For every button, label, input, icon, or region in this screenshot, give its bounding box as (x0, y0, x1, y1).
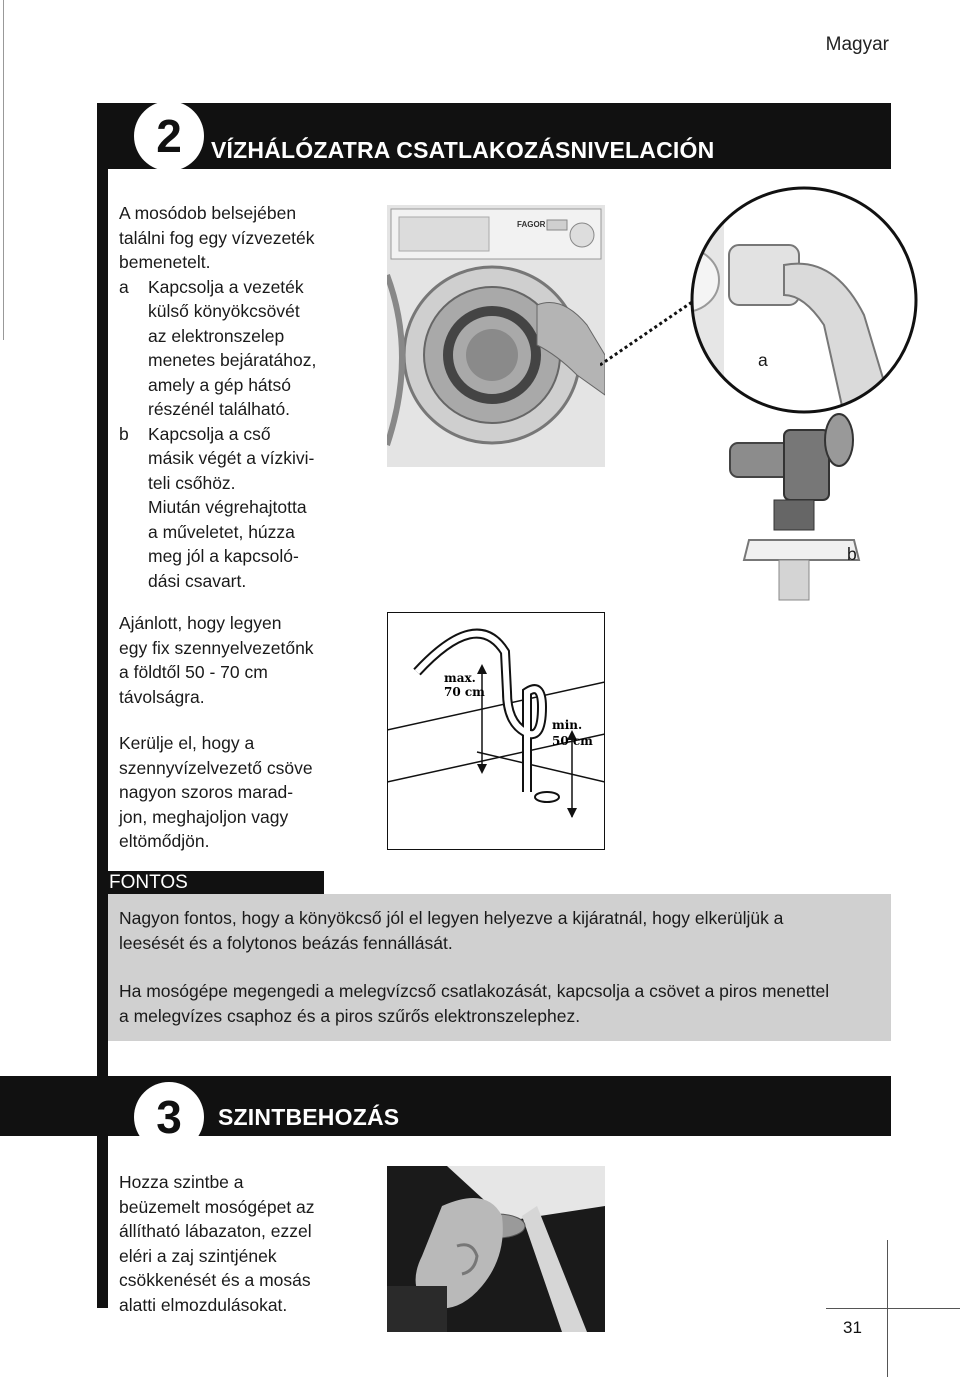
fontos-p2-line: Ha mosógépe megengedi a melegvízcső csatlakozását, kapcsolja a csövet a piros menettel (119, 981, 830, 1001)
section3-line: csökkenését és a mosás (119, 1270, 311, 1290)
step-a (119, 275, 349, 422)
page-edge-line (3, 0, 4, 340)
drain-height-diagram (387, 612, 605, 850)
step-b-line: Kapcsolja a cső (148, 423, 271, 444)
step-a-line: külső könyökcsövét (148, 301, 300, 321)
max-label-2: 70 cm (444, 685, 485, 699)
step-b-line: meg jól a kapcsoló- (148, 546, 299, 566)
step-a-letter: a (119, 276, 129, 297)
step-b-line: másik végét a vízkivi- (148, 448, 315, 468)
step-b-line: Miután végrehajtotta (148, 497, 307, 517)
section2-banner (108, 103, 891, 169)
section2-number: 2 (134, 101, 204, 171)
section3-banner (0, 1076, 891, 1143)
step-a-line: az elektronszelep (148, 325, 285, 346)
avoid-line: szennyvízelvezető csöve (119, 757, 313, 778)
page-number: 31 (843, 1318, 862, 1337)
intro-line: találni fog egy vízvezeték (119, 227, 315, 248)
washing-machine-illustration (387, 205, 605, 467)
section3-line: állítható lábazaton, ezzel (119, 1221, 312, 1241)
avoid-line: eltömődjön. (119, 831, 210, 851)
section3-number: 3 (134, 1082, 204, 1152)
drain-line: a földtől 50 - 70 cm (119, 662, 268, 682)
section3-line: beüzemelt mosógépet az (119, 1196, 315, 1217)
section3-line: eléri a zaj szintjének (119, 1245, 277, 1266)
step-a-line: részénél található. (148, 399, 291, 419)
avoid-line: Kerülje el, hogy a (119, 733, 255, 753)
fontos-box (108, 894, 891, 1041)
drain-diagram-illustration (387, 612, 605, 850)
valve-detail-illustration (634, 185, 960, 605)
fontos-p1-line: Nagyon fontos, hogy a könyökcső jól el legyen helyezve a kijáratnál, hogy elkerüljük a (119, 908, 784, 928)
section3-line: Hozza szintbe a (119, 1172, 244, 1192)
avoid-line: nagyon szoros marad- (119, 782, 294, 802)
max-label-1: max. (444, 671, 476, 685)
drain-line: távolságra. (119, 686, 205, 707)
min-label-1: min. (552, 718, 583, 732)
step-a-line: menetes bejáratához, (148, 350, 317, 370)
crop-mark-horizontal (826, 1308, 960, 1309)
leveling-foot-photo (387, 1166, 605, 1332)
leveling-foot-illustration (387, 1166, 605, 1332)
intro-line: bemenetelt. (119, 252, 211, 272)
section3-line: alatti elmozdulásokat. (119, 1294, 288, 1315)
intro-line: A mosódob belsejében (119, 203, 297, 223)
drain-text (119, 611, 369, 709)
label-b: b (847, 544, 857, 564)
valve-detail-circle (634, 185, 960, 605)
label-a: a (758, 350, 768, 370)
step-b (119, 422, 349, 594)
step-b-letter: b (119, 423, 129, 444)
step-a-line: Kapcsolja a vezeték (148, 276, 304, 297)
brand-label: FAGOR (517, 220, 546, 229)
step-a-line: amely a gép hátsó (148, 374, 292, 395)
fontos-label: FONTOS (97, 871, 324, 894)
drain-line: egy fix szennyelvezetőnk (119, 637, 314, 658)
step-b-line: teli csőhöz. (148, 472, 236, 493)
fontos-p2-line: a melegvízes csaphoz és a piros szűrős elektronszelephez. (119, 1005, 581, 1026)
section2-text (119, 201, 349, 593)
step-b-line: dási csavart. (148, 570, 247, 591)
avoid-line: jon, meghajoljon vagy (119, 806, 289, 827)
step-b-line: a műveletet, húzza (148, 521, 295, 542)
fontos-p1-line: leesését és a folytonos beázás fennállását. (119, 932, 453, 953)
avoid-text (119, 731, 369, 854)
section2-title: VÍZHÁLÓZATRA CSATLAKOZÁSNIVELACIÓN (211, 137, 715, 163)
drain-line: Ajánlott, hogy legyen (119, 613, 282, 633)
section3-title: SZINTBEHOZÁS (218, 1104, 400, 1130)
language-label: Magyar (825, 34, 889, 55)
washing-machine-photo (387, 205, 605, 467)
min-label-2: 50 cm (552, 734, 593, 748)
section3-text (119, 1170, 369, 1317)
